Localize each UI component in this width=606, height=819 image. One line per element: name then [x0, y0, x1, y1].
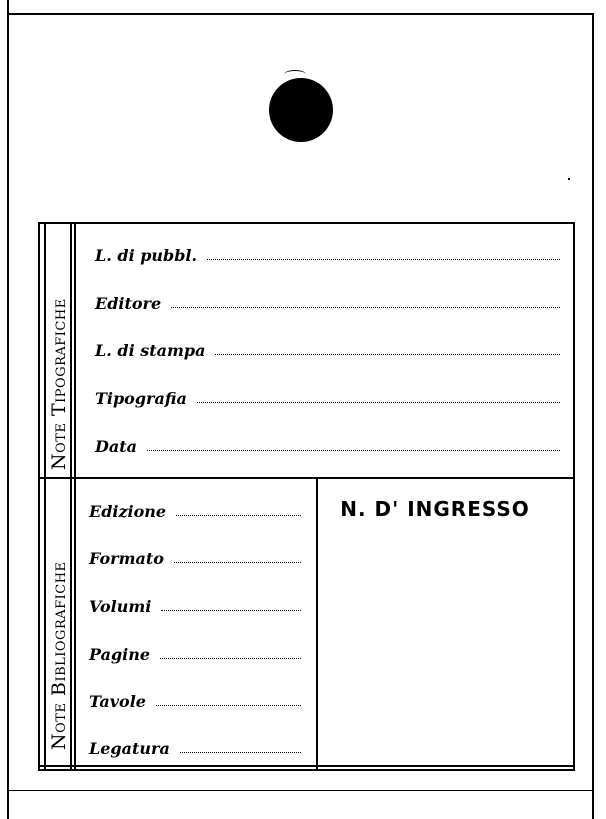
section-label-divider-2 [74, 224, 76, 769]
field-dots [174, 562, 301, 563]
field-label: L. di stampa [95, 341, 206, 360]
field-dots [176, 515, 301, 516]
field-label: Tipografia [95, 389, 187, 408]
field-dots [156, 705, 301, 706]
field-formato [89, 549, 301, 568]
field-label: Legatura [89, 739, 170, 758]
field-label: Tavole [89, 692, 146, 711]
field-label: Pagine [89, 645, 151, 664]
field-legatura [89, 739, 301, 758]
card-left-edge [7, 0, 9, 819]
field-tavole [89, 692, 301, 711]
field-tipografia [95, 389, 560, 408]
field-dots [160, 658, 301, 659]
field-label: Editore [95, 294, 162, 313]
field-dots [147, 450, 560, 451]
field-pagine [89, 645, 301, 664]
punch-hole [269, 78, 333, 142]
field-editore [95, 294, 560, 313]
left-inner-border [44, 224, 46, 769]
card-bottom-edge [7, 790, 593, 791]
field-luogo-stampa [95, 341, 560, 360]
field-label: L. di pubbl. [95, 246, 198, 265]
section-divider [40, 477, 573, 479]
field-dots [215, 354, 560, 355]
field-label: Data [95, 437, 137, 456]
section-title-bibliografiche: Note Bibliografiche [48, 561, 70, 750]
field-label: Volumi [89, 597, 152, 616]
section-title-tipografiche: Note Tipografiche [48, 298, 70, 470]
field-dots [197, 402, 560, 403]
card-top-edge [7, 13, 593, 15]
ingresso-number-label: N. D' INGRESSO [340, 497, 530, 521]
card-right-edge [592, 13, 594, 819]
section-label-divider [70, 224, 72, 769]
field-dots [171, 307, 560, 308]
field-data [95, 437, 560, 456]
field-dots [180, 752, 301, 753]
speck [568, 178, 570, 180]
field-label: Formato [89, 549, 164, 568]
ingresso-divider [316, 479, 318, 769]
field-edizione [89, 502, 301, 521]
field-luogo-pubblicazione [95, 246, 560, 265]
bottom-inner-border [40, 765, 573, 767]
field-dots [161, 610, 301, 611]
field-dots [207, 259, 560, 260]
field-volumi [89, 597, 301, 616]
field-label: Edizione [89, 502, 167, 521]
